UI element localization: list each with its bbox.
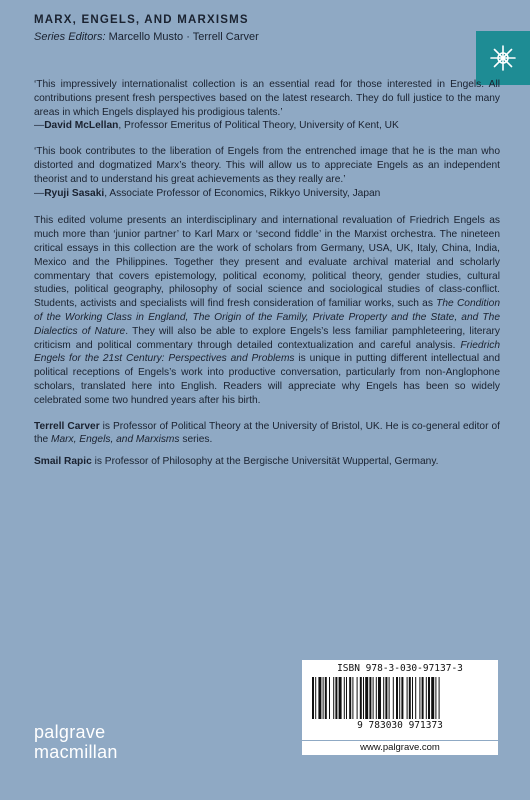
bio-1-italic: Marx, Engels, and Marxisms — [51, 434, 180, 446]
description-part-1: This edited volume presents an interdisciplinary and international revaluation of Friedrich Engels as much more than ‘junior partner’ to Karl Marx or ‘second fiddle’ in the Marxist orchestra. The nineteen critical essays in this collection are the work of scholars from Germany, USA, UK, Italy, China, India, Mexico and the Philippines. Together they present and evaluate archival material and scholarly commentary that covers epistemology, political economy, political theory, gender studies, cultural studies, political geography, philosophy of social science and sociological studies of class-conflict. Students, activists and specialists will find fresh consideration of familiar works, such as — [34, 215, 500, 310]
series-editors-names: Marcello Musto · Terrell Carver — [108, 31, 259, 43]
bio-2-text-1: is Professor of Philosophy at the Bergische Universität Wuppertal, Germany. — [91, 456, 439, 468]
publisher-logo-macmillan: macmillan — [34, 742, 118, 762]
publisher-logo-palgrave: palgrave — [34, 722, 106, 742]
quote-2-dash: — — [34, 187, 45, 199]
palgrave-star-icon — [489, 44, 517, 72]
quote-2-text: ‘This book contributes to the liberation of Engels from the entrenched image that he is the man who distorted and dogmatized Marx’s theory. This will allow us to appreciate Engels as an independent theorist and to understand his great achievements as they really are.’ — [34, 146, 500, 185]
isbn-text: ISBN 978-3-030-97137-3 — [337, 663, 463, 674]
bio-2 — [34, 455, 500, 469]
book-description — [34, 214, 500, 407]
barcode-digits: 9 783030 971373 — [357, 720, 443, 731]
quote-1-affiliation: , Professor Emeritus of Political Theory, University of Kent, UK — [118, 120, 399, 132]
series-editors-label: Series Editors: — [34, 31, 106, 43]
bio-1-name: Terrell Carver — [34, 420, 100, 432]
publisher-url: www.palgrave.com — [302, 741, 498, 755]
quote-2-affiliation: , Associate Professor of Economics, Rikkyo University, Japan — [104, 187, 381, 199]
palgrave-logo-box — [476, 31, 530, 85]
description-italic-2: Friedrich Engels for the 21st Century: Perspectives and Problems — [34, 339, 500, 365]
barcode-bars — [312, 677, 488, 719]
quote-2 — [34, 145, 500, 200]
bio-1-text-2: series. — [179, 434, 213, 446]
quote-1-text: ‘This impressively internationalist collection is an essential read for those interested in Engels. All contributions present fresh perspectives based on the latest research. They do full justice to the many areas in which Engels displayed his prodigious talents.’ — [34, 79, 500, 118]
series-title: MARX, ENGELS, AND MARXISMS — [34, 14, 249, 26]
bio-2-name: Smail Rapic — [34, 456, 92, 468]
description-part-3: is unique in putting different intellectual and political receptions of Engels’s work into productive conversation, particularly from non-Anglophone scholars, translated here into English. Readers will appreciate why Engels has been so widely celebrated some two hundred years after his birth. — [34, 353, 500, 406]
quote-2-attribution — [34, 188, 380, 199]
quote-2-author: Ryuji Sasaki — [44, 187, 105, 199]
bio-1-text-1: is Professor of Political Theory at the University of Bristol, UK. He is co-general editor of the — [34, 420, 500, 446]
quote-1-dash: — — [34, 120, 45, 132]
bio-1 — [34, 420, 500, 448]
back-cover-text — [34, 78, 500, 477]
isbn-barcode — [302, 660, 498, 740]
quote-1-attribution — [34, 120, 399, 131]
quote-1 — [34, 78, 500, 133]
quote-1-author: David McLellan — [44, 120, 119, 132]
description-part-2: . They will also be able to explore Engels’s less familiar pamphleteering, literary criticism and political commentary through detailed contextualization and careful analysis. — [34, 325, 501, 351]
series-editors — [34, 31, 259, 43]
description-italic-1: The Condition of the Working Class in England, The Origin of the Family, Private Property and the State, and The Dialectics of Nature — [34, 298, 500, 337]
